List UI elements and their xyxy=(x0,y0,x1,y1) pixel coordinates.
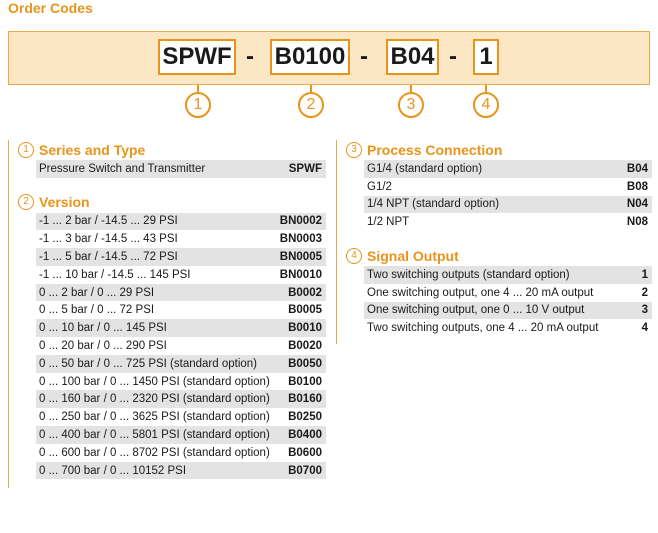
marker-2: 2 xyxy=(18,194,34,210)
table-row xyxy=(364,319,652,337)
marker-stem xyxy=(410,85,412,92)
row-label: -1 ... 10 bar / -14.5 ... 145 PSI xyxy=(39,268,191,281)
row-label: Two switching outputs, one 4 ... 20 mA output xyxy=(367,322,599,335)
table-row xyxy=(364,284,652,302)
marker-4: 4 xyxy=(473,92,499,118)
row-label: -1 ... 5 bar / -14.5 ... 72 PSI xyxy=(39,250,178,263)
table-row xyxy=(364,196,652,214)
table-row xyxy=(36,408,326,426)
code-series: SPWF xyxy=(158,39,236,75)
row-label: G1/2 xyxy=(367,180,392,193)
row-code: B0010 xyxy=(288,322,322,335)
code-separator: - xyxy=(360,43,368,70)
row-label: 0 ... 400 bar / 0 ... 5801 PSI (standard option) xyxy=(39,428,270,441)
process-table xyxy=(364,160,652,231)
marker-stem xyxy=(310,85,312,92)
marker-3: 3 xyxy=(398,92,424,118)
order-code-banner xyxy=(8,31,650,85)
table-row xyxy=(36,301,326,319)
code-separator: - xyxy=(449,43,457,70)
row-code: BN0005 xyxy=(279,250,322,263)
row-label: 0 ... 2 bar / 0 ... 29 PSI xyxy=(39,286,155,299)
row-code: 2 xyxy=(641,286,648,299)
row-code: 4 xyxy=(641,322,648,335)
row-code: B08 xyxy=(626,180,648,193)
row-label: 0 ... 700 bar / 0 ... 10152 PSI xyxy=(39,464,187,477)
row-label: 0 ... 250 bar / 0 ... 3625 PSI (standard option) xyxy=(39,411,270,424)
row-label: Two switching outputs (standard option) xyxy=(367,268,570,281)
row-code: SPWF xyxy=(288,162,322,175)
table-row xyxy=(36,230,326,248)
row-code: BN0002 xyxy=(279,215,322,228)
row-label: Pressure Switch and Transmitter xyxy=(39,162,206,175)
section-title-text: Series and Type xyxy=(39,142,146,158)
marker-stem xyxy=(485,85,487,92)
row-label: 0 ... 160 bar / 0 ... 2320 PSI (standard option) xyxy=(39,393,270,406)
marker-2: 2 xyxy=(298,92,324,118)
table-row xyxy=(36,337,326,355)
table-row xyxy=(364,266,652,284)
table-row xyxy=(36,248,326,266)
row-label: G1/4 (standard option) xyxy=(367,162,483,175)
row-code: B0700 xyxy=(288,464,322,477)
row-code: N04 xyxy=(626,198,648,211)
row-code: BN0010 xyxy=(279,268,322,281)
row-label: 0 ... 100 bar / 0 ... 1450 PSI (standard option) xyxy=(39,375,270,388)
marker-3: 3 xyxy=(346,142,362,158)
row-code: B0600 xyxy=(288,446,322,459)
table-row xyxy=(36,284,326,302)
table-row xyxy=(36,160,326,178)
row-label: 0 ... 10 bar / 0 ... 145 PSI xyxy=(39,322,167,335)
marker-4: 4 xyxy=(346,248,362,264)
row-code: B0400 xyxy=(288,428,322,441)
marker-1: 1 xyxy=(185,92,211,118)
row-code: B0005 xyxy=(288,304,322,317)
table-row xyxy=(36,266,326,284)
table-row xyxy=(36,213,326,231)
row-label: -1 ... 2 bar / -14.5 ... 29 PSI xyxy=(39,215,178,228)
row-code: B0250 xyxy=(288,411,322,424)
column-divider xyxy=(336,140,337,344)
page-title: Order Codes xyxy=(8,0,93,16)
section-title-version xyxy=(18,194,90,210)
marker-1: 1 xyxy=(18,142,34,158)
table-row xyxy=(36,319,326,337)
section-title-process xyxy=(346,142,502,158)
table-row xyxy=(36,373,326,391)
table-row xyxy=(364,213,652,231)
row-code: BN0003 xyxy=(279,233,322,246)
version-table xyxy=(36,213,326,480)
table-row xyxy=(36,444,326,462)
marker-stem xyxy=(197,85,199,92)
row-code: B0020 xyxy=(288,339,322,352)
section-title-text: Version xyxy=(39,194,90,210)
row-code: B0100 xyxy=(288,375,322,388)
row-code: B0002 xyxy=(288,286,322,299)
table-row xyxy=(364,302,652,320)
row-code: B0050 xyxy=(288,357,322,370)
row-label: One switching output, one 4 ... 20 mA output xyxy=(367,286,594,299)
row-label: -1 ... 3 bar / -14.5 ... 43 PSI xyxy=(39,233,178,246)
table-row xyxy=(36,355,326,373)
row-label: 0 ... 600 bar / 0 ... 8702 PSI (standard option) xyxy=(39,446,270,459)
table-row xyxy=(364,160,652,178)
table-row xyxy=(36,426,326,444)
row-code: N08 xyxy=(626,216,648,229)
table-row xyxy=(364,178,652,196)
row-label: One switching output, one 0 ... 10 V output xyxy=(367,304,585,317)
section-title-signal xyxy=(346,248,459,264)
table-row xyxy=(36,462,326,480)
code-separator: - xyxy=(246,43,254,70)
row-label: 0 ... 50 bar / 0 ... 725 PSI (standard option) xyxy=(39,357,257,370)
signal-table xyxy=(364,266,652,337)
row-code: B0160 xyxy=(288,393,322,406)
row-label: 0 ... 5 bar / 0 ... 72 PSI xyxy=(39,304,155,317)
row-code: 1 xyxy=(641,268,648,281)
row-label: 1/4 NPT (standard option) xyxy=(367,198,500,211)
code-version: B0100 xyxy=(270,39,350,75)
row-code: 3 xyxy=(641,304,648,317)
row-code: B04 xyxy=(626,162,648,175)
row-label: 1/2 NPT xyxy=(367,216,410,229)
table-row xyxy=(36,390,326,408)
column-divider xyxy=(8,140,9,488)
section-title-text: Signal Output xyxy=(367,248,459,264)
series-table xyxy=(36,160,326,178)
section-title-text: Process Connection xyxy=(367,142,503,158)
section-title-series xyxy=(18,142,145,158)
code-process: B04 xyxy=(386,39,439,75)
row-label: 0 ... 20 bar / 0 ... 290 PSI xyxy=(39,339,167,352)
code-signal: 1 xyxy=(473,39,499,75)
